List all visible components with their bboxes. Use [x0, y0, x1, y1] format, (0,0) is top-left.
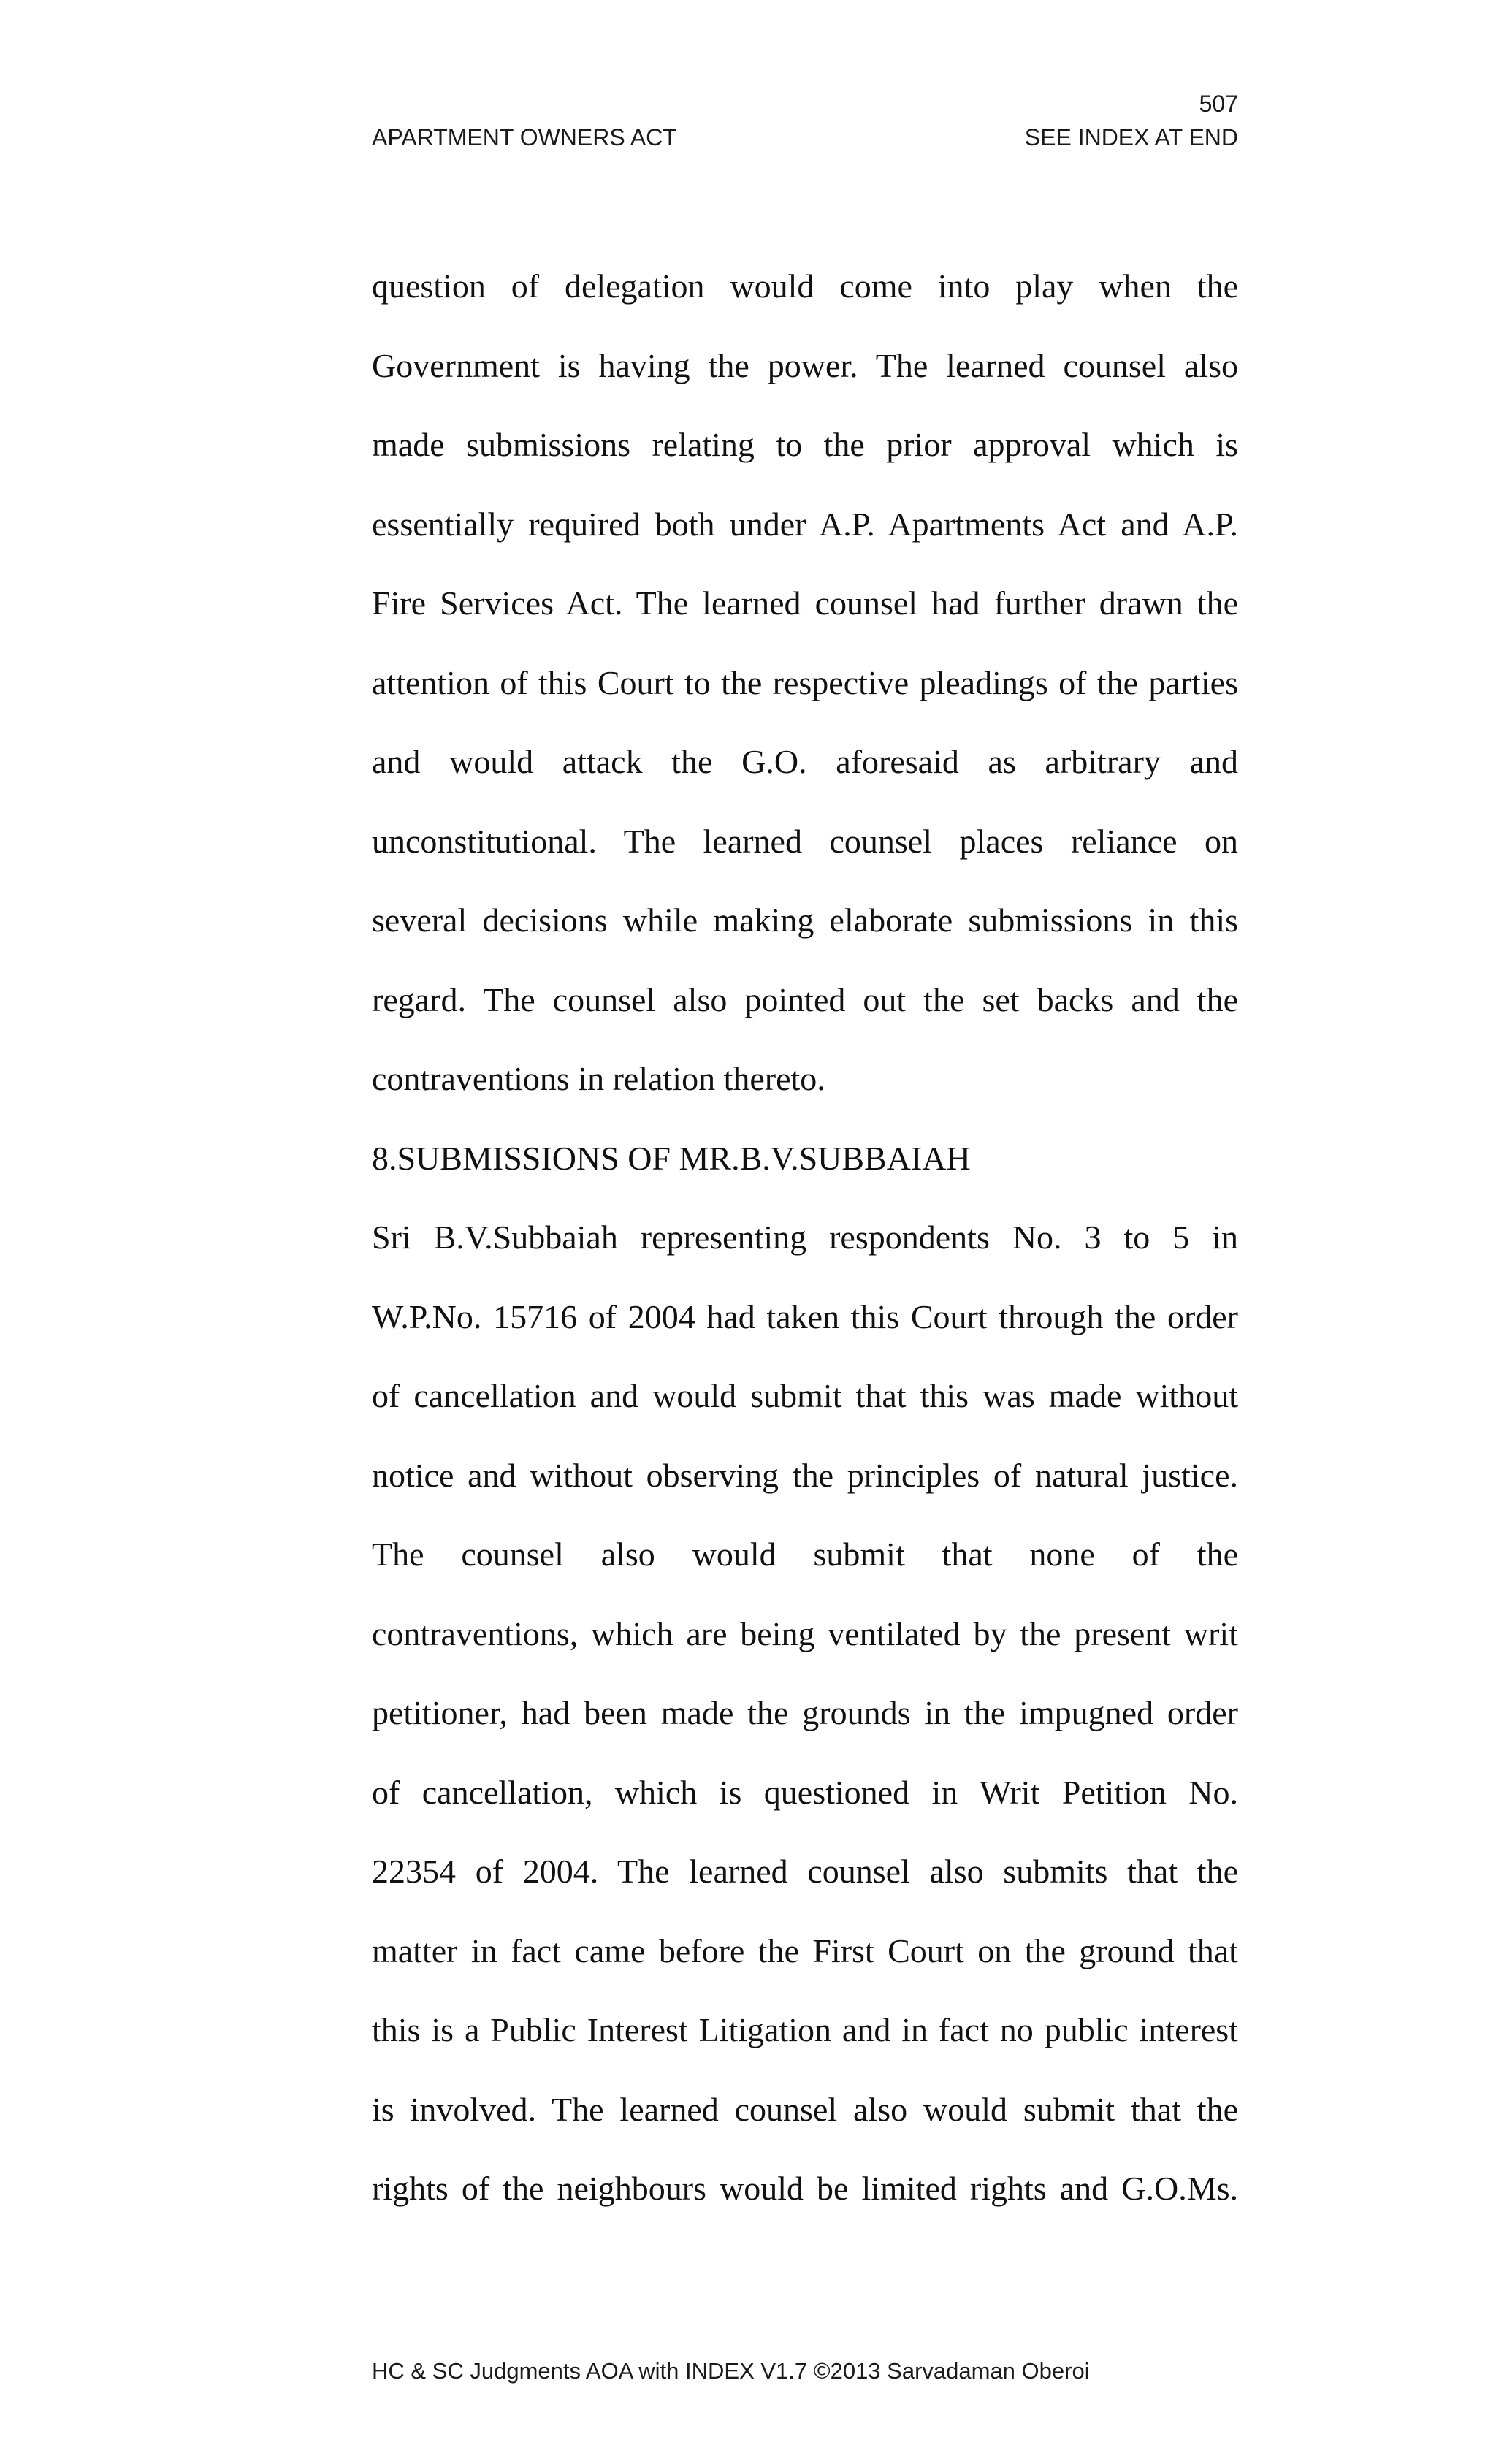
section-heading: 8.SUBMISSIONS OF MR.B.V.SUBBAIAH: [372, 1139, 971, 1177]
header-title-right: SEE INDEX AT END: [1024, 124, 1238, 150]
text-line: made submissions relating to the prior approval which is: [372, 426, 1238, 463]
body-text: [372, 262, 1238, 2243]
text-line: contraventions in relation thereto.: [372, 1060, 825, 1097]
text-line: essentially required both under A.P. Apartments Act and A.P.: [372, 505, 1238, 543]
text-line: several decisions while making elaborate submissions in this: [372, 901, 1238, 939]
text-line: notice and without observing the principles of natural justice.: [372, 1456, 1238, 1494]
text-line: regard. The counsel also pointed out the set backs and the: [372, 980, 1238, 1018]
text-line: petitioner, had been made the grounds in the impugned order: [372, 1694, 1238, 1731]
text-line: attention of this Court to the respective pleadings of the parties: [372, 663, 1238, 701]
text-line: Government is having the power. The learned counsel also: [372, 346, 1238, 384]
text-line: W.P.No. 15716 of 2004 had taken this Court through the order: [372, 1297, 1238, 1335]
text-line: of cancellation, which is questioned in Writ Petition No.: [372, 1773, 1238, 1811]
text-line: this is a Public Interest Litigation and in fact no public interest: [372, 2011, 1238, 2048]
text-line: Fire Services Act. The learned counsel had further drawn the: [372, 584, 1238, 622]
text-line: 22354 of 2004. The learned counsel also submits that the: [372, 1853, 1238, 1890]
text-line: matter in fact came before the First Court on the ground that: [372, 1931, 1238, 1969]
running-header: [372, 123, 1238, 152]
text-line: The counsel also would submit that none of the: [372, 1536, 1238, 1573]
page-footer: HC & SC Judgments AOA with INDEX V1.7 ©2013 Sarvadaman Oberoi: [372, 2358, 1090, 2384]
text-line: of cancellation and would submit that this was made without: [372, 1377, 1238, 1414]
text-line: unconstitutional. The learned counsel places reliance on: [372, 822, 1238, 860]
text-line: and would attack the G.O. aforesaid as arbitrary and: [372, 743, 1238, 780]
text-line: is involved. The learned counsel also would submit that the: [372, 2090, 1238, 2128]
page-number: 507: [1199, 91, 1238, 117]
text-line: contraventions, which are being ventilated by the present writ: [372, 1614, 1238, 1652]
text-line: rights of the neighbours would be limited rights and G.O.Ms.: [372, 2170, 1238, 2207]
text-line: Sri B.V.Subbaiah representing respondents No. 3 to 5 in: [372, 1218, 1238, 1256]
text-line: question of delegation would come into play when the: [372, 267, 1238, 305]
header-title-left: APARTMENT OWNERS ACT: [372, 124, 677, 150]
